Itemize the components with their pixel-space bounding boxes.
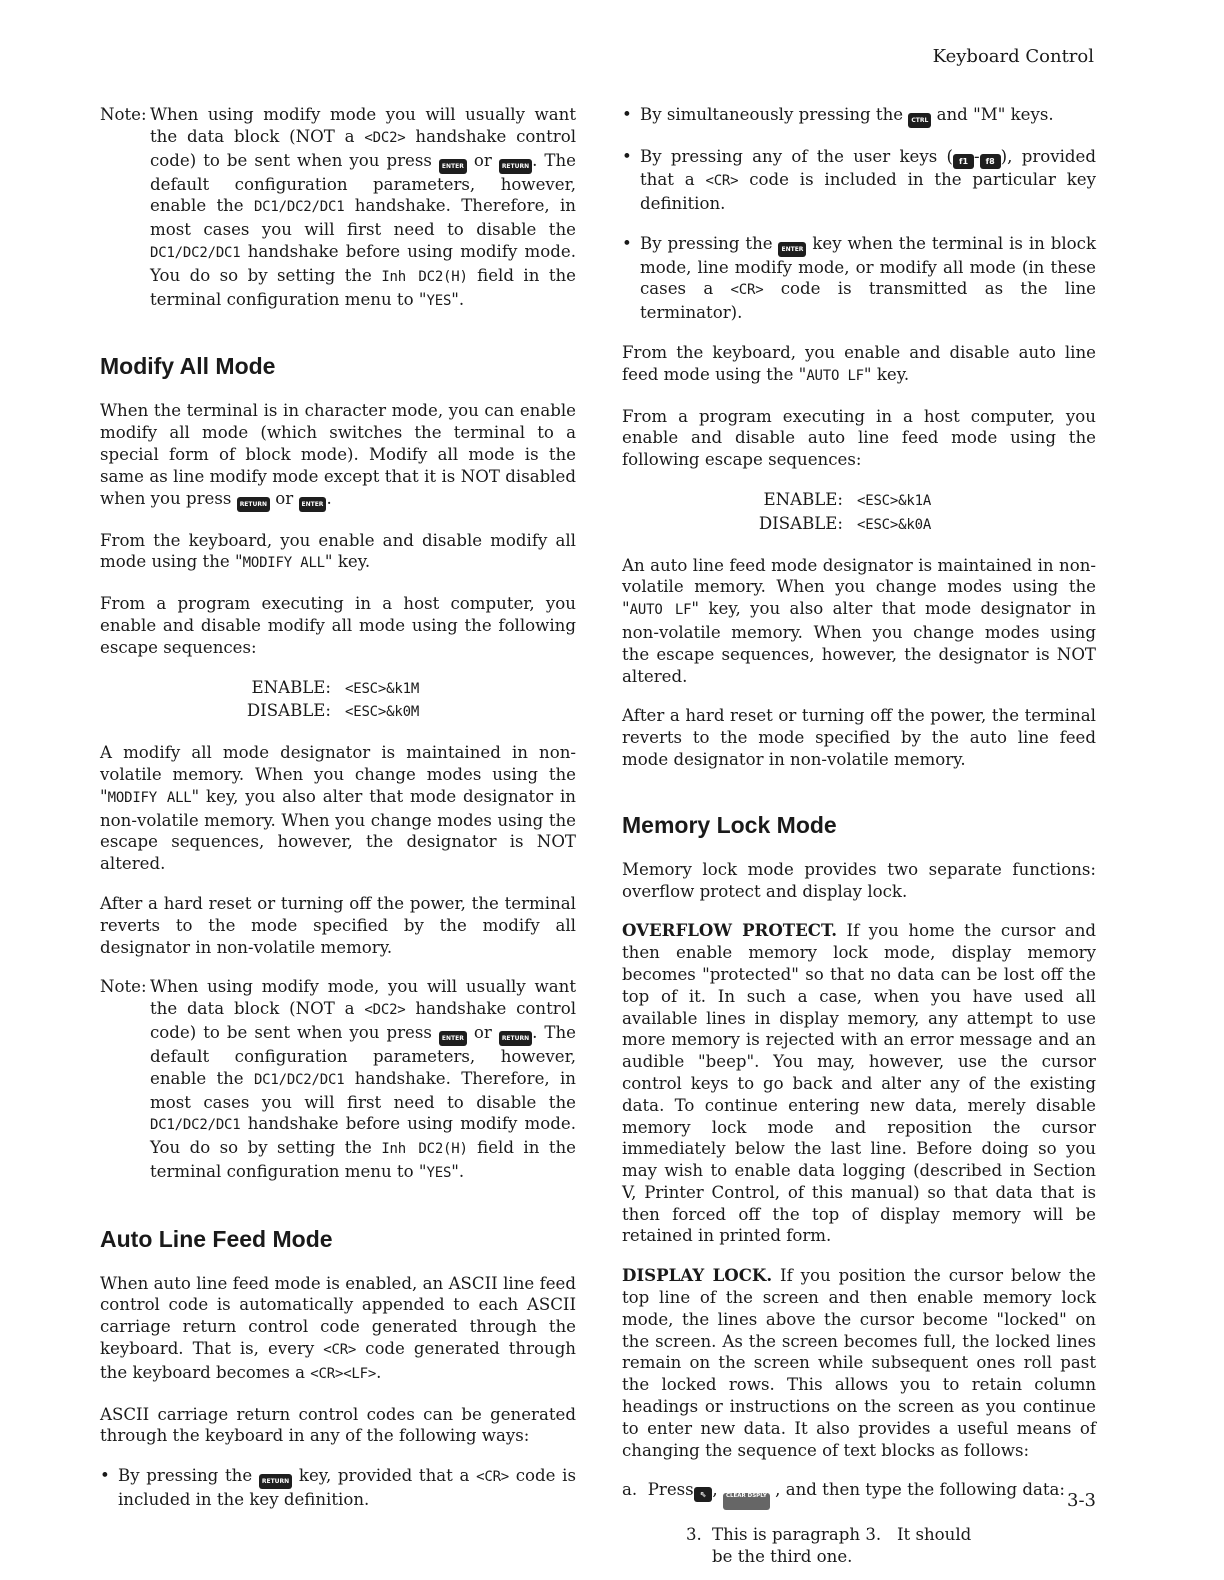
paragraph: Memory lock mode provides two separate functions: overflow protect and display lock. xyxy=(622,859,1096,901)
enable-row xyxy=(100,677,576,701)
code-cr: <CR> xyxy=(476,1469,510,1486)
paragraph: From a program executing in a host computer, you enable and disable auto line feed mode using the following escape sequences: xyxy=(622,406,1096,470)
code-yes: YES xyxy=(426,292,452,309)
return-key-icon: RETURN xyxy=(499,1031,532,1046)
enter-key-icon: ENTER xyxy=(439,1031,467,1046)
code-inh-dc2: Inh DC2(H) xyxy=(381,1141,468,1158)
note-text: or xyxy=(466,150,499,170)
enable-sequence: <ESC>&k1M xyxy=(345,680,420,697)
key-name-auto-lf: AUTO LF xyxy=(806,367,864,384)
note-text: ". xyxy=(451,1161,465,1181)
home-key-icon: ⇖ xyxy=(694,1487,713,1502)
enable-label: ENABLE: xyxy=(251,677,331,697)
escape-sequence-table xyxy=(100,677,576,725)
code-dc2: <DC2> xyxy=(364,1002,406,1019)
run-in-title: DISPLAY LOCK. xyxy=(622,1265,773,1286)
heading-auto-line-feed-mode: Auto Line Feed Mode xyxy=(100,1225,333,1252)
code-cr: <CR> xyxy=(730,282,764,299)
key-name-auto-lf: AUTO LF xyxy=(629,602,692,619)
heading-modify-all-mode: Modify All Mode xyxy=(100,353,276,380)
list-item: • By pressing the ENTER key when the terminal is in block mode, line modify mode, or modify all mode (in these cases a <CR> code is transmitted as the line terminator). xyxy=(622,233,1096,324)
cr-methods-list xyxy=(100,1465,576,1511)
note-text: When using modify mode, you will usually want the data block (NOT a xyxy=(150,977,576,1019)
return-key-icon: RETURN xyxy=(237,497,270,512)
run-in-title: OVERFLOW PROTECT. xyxy=(622,920,837,941)
code-crlf: <CR><LF> xyxy=(310,1365,377,1382)
note-modify-mode-2 xyxy=(100,976,576,1184)
code-dc2: <DC2> xyxy=(364,129,406,146)
key-name-modify-all: MODIFY ALL xyxy=(242,555,325,572)
enter-key-icon: ENTER xyxy=(439,159,467,174)
enable-row xyxy=(622,489,1096,513)
sample-data xyxy=(622,1524,1096,1568)
return-key-icon: RETURN xyxy=(499,159,532,174)
sample-line: be the third one. xyxy=(712,1547,853,1567)
code-cr: <CR> xyxy=(323,1342,357,1359)
disable-label: DISABLE: xyxy=(246,701,331,721)
note-text: or xyxy=(466,1022,499,1042)
note-text: handshake. Therefore, in most cases you will first need to disable the xyxy=(150,1068,576,1112)
code-dc1-dc2-dc1: DC1/DC2/DC1 xyxy=(150,1117,241,1134)
paragraph: When the terminal is in character mode, you can enable modify all mode (which switches the terminal to a special form of block mode). Modify all mode is the same as line modify mode except that it is NOT disabled when you press RETURN or ENTER . xyxy=(100,400,576,511)
note-text: field in the terminal configuration menu to " xyxy=(150,1138,577,1181)
note-text: handshake before using modify mode. You do so by setting the xyxy=(150,1114,576,1158)
page-number: 3-3 xyxy=(1067,1490,1096,1511)
paragraph: From a program executing in a host computer, you enable and disable modify all mode using the following escape sequences: xyxy=(100,594,576,657)
paragraph: After a hard reset or turning off the power, the terminal reverts to the mode specified by the auto line feed mode designator in non-volatile memory. xyxy=(622,706,1096,769)
step-a: a. Press ⇖ , CLEAR DSPLY , and then type the following data: xyxy=(622,1479,1096,1510)
disable-row xyxy=(100,700,576,724)
ctrl-key-icon: CTRL xyxy=(908,113,931,128)
code-dc1-dc2-dc1: DC1/DC2/DC1 xyxy=(253,199,345,216)
enable-label: ENABLE: xyxy=(763,489,843,509)
note-text: ". xyxy=(451,289,465,309)
note-label: Note: xyxy=(100,105,147,124)
note-text: . The default configuration parameters, however, enable the xyxy=(150,1022,576,1088)
note-text: handshake. Therefore, in most cases you will first need to disable the xyxy=(150,196,576,240)
note-text: handshake before using modify mode. You do so by setting the xyxy=(150,241,576,285)
disable-sequence: <ESC>&k0A xyxy=(857,516,932,533)
disable-label: DISABLE: xyxy=(758,513,843,533)
note-text: handshake control code) to be sent when you press xyxy=(150,126,576,170)
step-label: a. xyxy=(622,1480,638,1500)
clear-display-key-icon: CLEAR DSPLY xyxy=(723,1493,770,1510)
sample-number: 3. xyxy=(686,1525,702,1545)
paragraph: When auto line feed mode is enabled, an ASCII line feed control code is automatically appended to each ASCII carriage return control code generated through the keyboard. That is, every <CR> code generated through the keyboard becomes a <CR><LF>. xyxy=(100,1273,576,1382)
right-column xyxy=(622,104,1096,1568)
paragraph: From the keyboard, you enable and disable auto line feed mode using the "AUTO LF" key. xyxy=(622,342,1096,384)
list-item: • By pressing any of the user keys ( f1 - f8 ), provided that a <CR> code is included in the particular key definition. xyxy=(622,146,1096,215)
disable-row xyxy=(622,513,1096,537)
running-header: Keyboard Control xyxy=(932,46,1094,67)
code-yes: YES xyxy=(426,1164,452,1181)
list-item: • By simultaneously pressing the CTRL and "M" keys. xyxy=(622,104,1096,128)
code-dc1-dc2-dc1: DC1/DC2/DC1 xyxy=(150,244,241,261)
paragraph-overflow-protect: OVERFLOW PROTECT. If you home the cursor and then enable memory lock mode, display memory becomes "protected" so that no data can be lost off the top of it. In such a case, when you have used all available lines in display memory, any attempt to use more memory is rejected with an error message and an audible "beep". You may, however, use the cursor control keys to go back and alter any of the existing data. To continue entering new data, merely disable memory lock mode and reposition the cursor immediately below the last line. Before doing so you may wish to enable data logging (described in Section V, Printer Control, of this manual) so that data that is then forced off the top of display memory will be retained in printed form. xyxy=(622,920,1097,1246)
paragraph: From the keyboard, you enable and disable modify all mode using the "MODIFY ALL" key. xyxy=(100,530,576,572)
paragraph: ASCII carriage return control codes can be generated through the keyboard in any of the following ways: xyxy=(100,1404,576,1446)
code-dc1-dc2-dc1: DC1/DC2/DC1 xyxy=(253,1071,345,1088)
note-text: handshake control code) to be sent when you press xyxy=(150,999,576,1042)
f8-key-icon: f8 xyxy=(980,154,1001,169)
note-modify-mode xyxy=(100,104,576,312)
note-text: field in the terminal configuration menu to " xyxy=(150,265,577,309)
paragraph-display-lock: DISPLAY LOCK. If you position the cursor below the top line of the screen and then enable memory lock mode, the lines above the cursor become "locked" on the screen. As the screen becomes full, the locked lines remain on the screen while subsequent ones roll past the locked rows. This allows you to retain column headings or instructions on the screen as you continue to enter new data. It also provides a useful means of changing the sequence of text blocks as follows: xyxy=(622,1265,1097,1460)
left-column xyxy=(100,104,576,1529)
heading-memory-lock-mode: Memory Lock Mode xyxy=(622,811,837,838)
f1-key-icon: f1 xyxy=(953,154,974,169)
paragraph: After a hard reset or turning off the power, the terminal reverts to the mode specified by the modify all designator in non-volatile memory. xyxy=(100,893,576,957)
note-text: . The default configuration parameters, however, enable the xyxy=(150,150,576,216)
enter-key-icon: ENTER xyxy=(778,242,806,257)
sample-line: This is paragraph 3. It should xyxy=(712,1525,972,1545)
paragraph: A modify all mode designator is maintained in non-volatile memory. When you change modes using the "MODIFY ALL" key, you also alter that mode designator in non-volatile memory. When you change modes using the escape sequences, however, the designator is NOT altered. xyxy=(100,743,576,874)
note-text: When using modify mode you will usually want the data block (NOT a xyxy=(150,105,576,146)
list-item: • By pressing the RETURN key, provided that a <CR> code is included in the key definition. xyxy=(100,1465,576,1511)
key-name-modify-all: MODIFY ALL xyxy=(107,789,192,806)
code-inh-dc2: Inh DC2(H) xyxy=(381,268,468,285)
return-key-icon: RETURN xyxy=(259,1474,292,1489)
enable-sequence: <ESC>&k1A xyxy=(857,492,932,509)
disable-sequence: <ESC>&k0M xyxy=(345,704,420,721)
cr-methods-list-cont xyxy=(622,104,1096,324)
code-cr: <CR> xyxy=(705,173,739,189)
enter-key-icon: ENTER xyxy=(299,497,327,512)
note-label: Note: xyxy=(100,977,147,997)
paragraph: An auto line feed mode designator is maintained in non-volatile memory. When you change modes using the "AUTO LF" key, you also alter that mode designator in non-volatile memory. When you change modes using the escape sequences, however, the designator is NOT altered. xyxy=(622,555,1096,686)
escape-sequence-table xyxy=(622,489,1096,537)
